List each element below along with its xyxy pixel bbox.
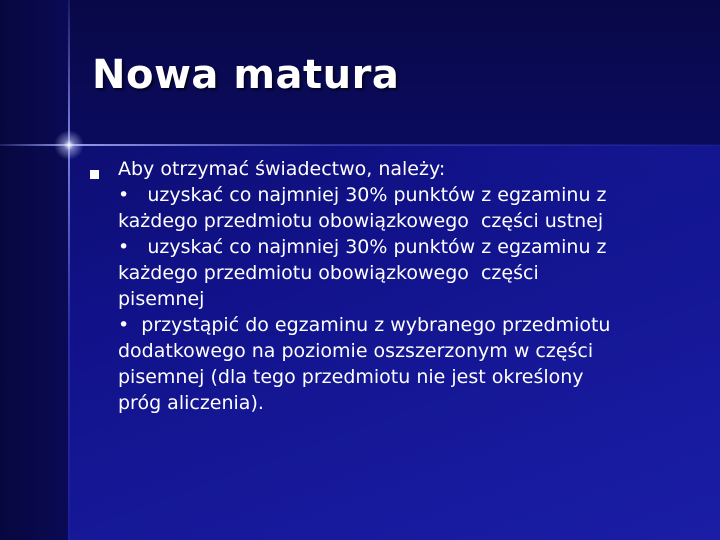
light-flare-icon xyxy=(54,130,84,160)
body-line-7: • przystąpić do egzaminu z wybranego przedmiotu xyxy=(118,314,611,336)
slide-title: Nowa matura xyxy=(92,52,400,98)
slide-body xyxy=(118,156,708,416)
vertical-accent-line xyxy=(68,0,70,540)
left-band xyxy=(0,0,68,540)
body-line-8: dodatkowego na poziomie oszszerzonym w części xyxy=(118,340,594,362)
body-line-9: pisemnej (dla tego przedmiotu nie jest określony xyxy=(118,366,584,388)
body-line-3: każdego przedmiotu obowiązkowego części ustnej xyxy=(118,210,604,232)
body-line-1: Aby otrzymać świadectwo, należy: xyxy=(118,158,446,180)
body-line-10: próg aliczenia). xyxy=(118,392,264,414)
body-line-4: • uzyskać co najmniej 30% punktów z egzaminu z xyxy=(118,236,607,258)
body-line-6: pisemnej xyxy=(118,288,205,310)
square-bullet-icon xyxy=(90,170,99,179)
body-line-5: każdego przedmiotu obowiązkowego części xyxy=(118,262,539,284)
horizontal-accent-line xyxy=(0,144,720,146)
body-line-2: • uzyskać co najmniej 30% punktów z egzaminu z xyxy=(118,184,607,206)
